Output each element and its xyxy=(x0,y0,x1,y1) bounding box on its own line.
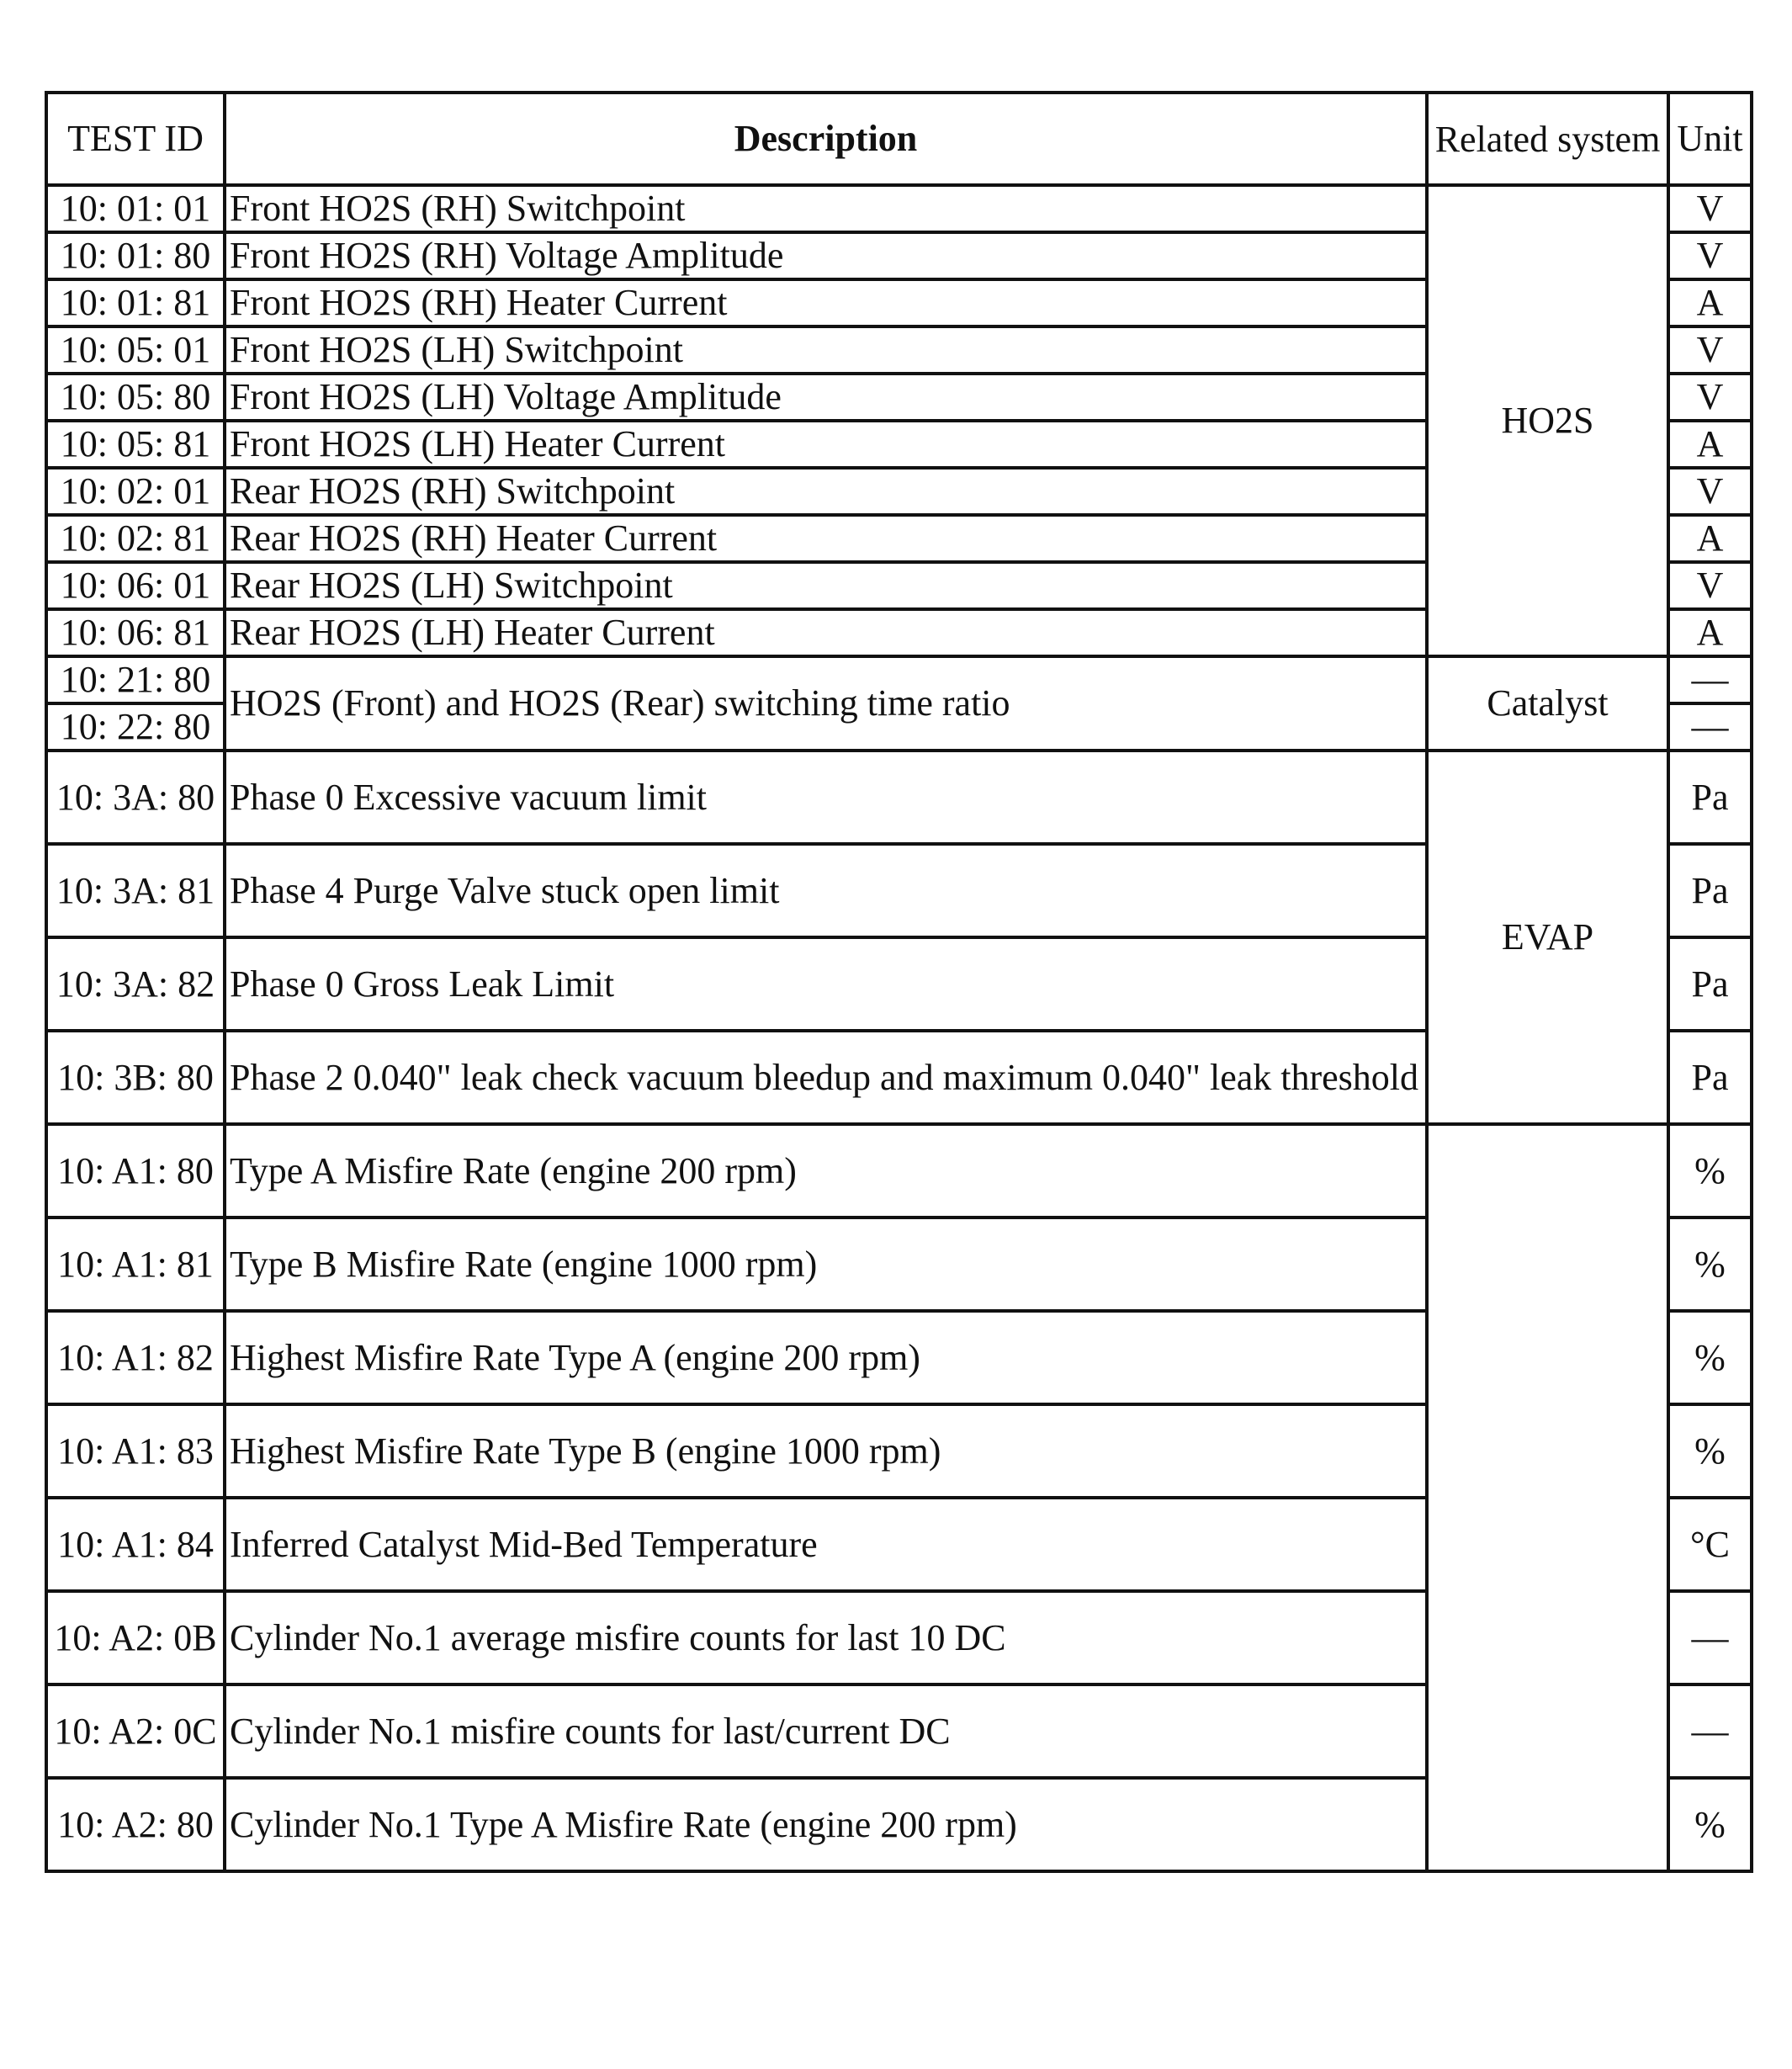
related-system-cell: Catalyst xyxy=(1427,656,1668,751)
test-id-cell: 10: 3A: 82 xyxy=(46,937,225,1031)
test-id-cell: 10: 05: 81 xyxy=(46,421,225,468)
unit-cell: A xyxy=(1668,421,1752,468)
unit-cell: % xyxy=(1668,1311,1752,1404)
test-id-cell: 10: 3A: 80 xyxy=(46,751,225,844)
description-cell: Highest Misfire Rate Type A (engine 200 rpm) xyxy=(225,1311,1427,1404)
table-row xyxy=(46,1124,1752,1218)
test-id-cell: 10: A1: 84 xyxy=(46,1498,225,1591)
test-id-cell: 10: 21: 80 xyxy=(46,656,225,703)
test-id-cell: 10: A2: 80 xyxy=(46,1778,225,1871)
test-id-cell: 10: 01: 01 xyxy=(46,185,225,232)
test-id-cell: 10: 02: 01 xyxy=(46,468,225,515)
test-id-cell: 10: A2: 0C xyxy=(46,1684,225,1778)
description-cell: Inferred Catalyst Mid-Bed Temperature xyxy=(225,1498,1427,1591)
test-id-cell: 10: A1: 83 xyxy=(46,1404,225,1498)
description-cell: Cylinder No.1 average misfire counts for last 10 DC xyxy=(225,1591,1427,1684)
table-row xyxy=(46,185,1752,232)
description-cell: Front HO2S (LH) Voltage Amplitude xyxy=(225,374,1427,421)
unit-cell: — xyxy=(1668,656,1752,703)
test-id-cell: 10: 01: 81 xyxy=(46,279,225,326)
unit-cell: % xyxy=(1668,1778,1752,1871)
header-row xyxy=(46,93,1752,185)
description-cell: Rear HO2S (RH) Heater Current xyxy=(225,515,1427,562)
unit-cell: % xyxy=(1668,1218,1752,1311)
description-cell: Rear HO2S (RH) Switchpoint xyxy=(225,468,1427,515)
unit-cell: % xyxy=(1668,1124,1752,1218)
table-row xyxy=(46,751,1752,844)
test-id-cell: 10: 01: 80 xyxy=(46,232,225,279)
description-cell: Cylinder No.1 misfire counts for last/current DC xyxy=(225,1684,1427,1778)
header-related-system: Related system xyxy=(1427,93,1668,185)
description-cell: Front HO2S (LH) Heater Current xyxy=(225,421,1427,468)
unit-cell: — xyxy=(1668,1684,1752,1778)
unit-cell: V xyxy=(1668,232,1752,279)
description-cell: Phase 0 Excessive vacuum limit xyxy=(225,751,1427,844)
description-cell: Cylinder No.1 Type A Misfire Rate (engine 200 rpm) xyxy=(225,1778,1427,1871)
description-cell: Front HO2S (RH) Heater Current xyxy=(225,279,1427,326)
description-cell: Type B Misfire Rate (engine 1000 rpm) xyxy=(225,1218,1427,1311)
related-system-cell: EVAP xyxy=(1427,751,1668,1124)
test-id-cell: 10: 22: 80 xyxy=(46,703,225,751)
unit-cell: °C xyxy=(1668,1498,1752,1591)
unit-cell: % xyxy=(1668,1404,1752,1498)
unit-cell: A xyxy=(1668,515,1752,562)
description-cell: Phase 2 0.040" leak check vacuum bleedup and maximum 0.040" leak threshold xyxy=(225,1031,1427,1124)
unit-cell: V xyxy=(1668,185,1752,232)
table-row xyxy=(46,656,1752,703)
unit-cell: V xyxy=(1668,562,1752,609)
test-id-cell: 10: 05: 80 xyxy=(46,374,225,421)
test-id-cell: 10: A1: 81 xyxy=(46,1218,225,1311)
test-id-cell: 10: 06: 81 xyxy=(46,609,225,656)
description-cell: Highest Misfire Rate Type B (engine 1000 rpm) xyxy=(225,1404,1427,1498)
header-unit: Unit xyxy=(1668,93,1752,185)
header-description: Description xyxy=(225,93,1427,185)
test-id-cell: 10: A1: 82 xyxy=(46,1311,225,1404)
description-cell: Front HO2S (LH) Switchpoint xyxy=(225,326,1427,374)
test-id-cell: 10: 3A: 81 xyxy=(46,844,225,937)
test-id-cell: 10: 3B: 80 xyxy=(46,1031,225,1124)
unit-cell: V xyxy=(1668,326,1752,374)
description-cell: HO2S (Front) and HO2S (Rear) switching time ratio xyxy=(225,656,1427,751)
unit-cell: Pa xyxy=(1668,937,1752,1031)
unit-cell: Pa xyxy=(1668,844,1752,937)
description-cell: Type A Misfire Rate (engine 200 rpm) xyxy=(225,1124,1427,1218)
description-cell: Rear HO2S (LH) Switchpoint xyxy=(225,562,1427,609)
unit-cell: V xyxy=(1668,374,1752,421)
description-cell: Front HO2S (RH) Switchpoint xyxy=(225,185,1427,232)
unit-cell: A xyxy=(1668,609,1752,656)
description-cell: Phase 0 Gross Leak Limit xyxy=(225,937,1427,1031)
test-id-cell: 10: A1: 80 xyxy=(46,1124,225,1218)
unit-cell: V xyxy=(1668,468,1752,515)
test-id-cell: 10: A2: 0B xyxy=(46,1591,225,1684)
test-id-table xyxy=(45,91,1753,1873)
test-id-cell: 10: 06: 01 xyxy=(46,562,225,609)
header-test-id: TEST ID xyxy=(46,93,225,185)
unit-cell: — xyxy=(1668,703,1752,751)
description-cell: Front HO2S (RH) Voltage Amplitude xyxy=(225,232,1427,279)
description-cell: Rear HO2S (LH) Heater Current xyxy=(225,609,1427,656)
test-id-cell: 10: 05: 01 xyxy=(46,326,225,374)
unit-cell: — xyxy=(1668,1591,1752,1684)
description-cell: Phase 4 Purge Valve stuck open limit xyxy=(225,844,1427,937)
unit-cell: A xyxy=(1668,279,1752,326)
unit-cell: Pa xyxy=(1668,751,1752,844)
test-id-cell: 10: 02: 81 xyxy=(46,515,225,562)
related-system-cell-empty xyxy=(1427,1124,1668,1871)
unit-cell: Pa xyxy=(1668,1031,1752,1124)
related-system-cell: HO2S xyxy=(1427,185,1668,656)
